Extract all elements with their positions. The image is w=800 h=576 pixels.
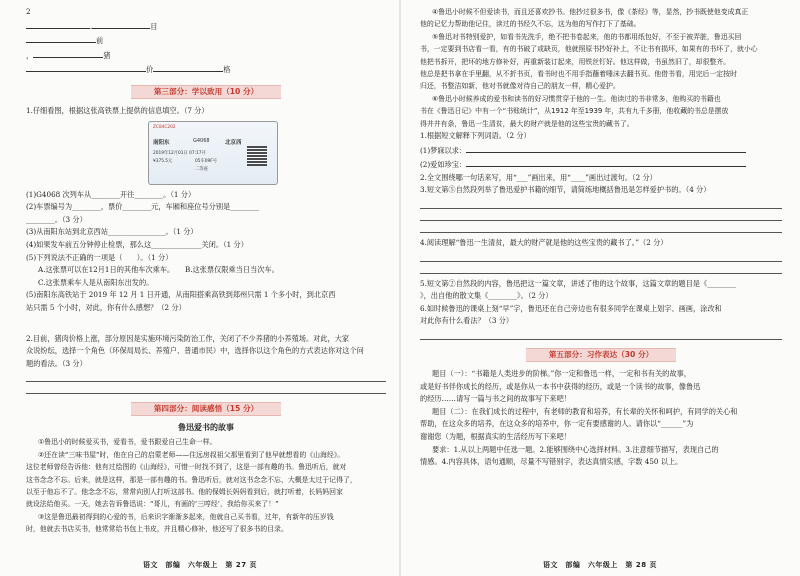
story-paragraph: 他总是把书拿在手里翻，从不折书页，看书时也不用手指蘸着唾沫去翻书页。他借书看，用完后一定按时 <box>420 70 737 79</box>
q1-item-2: (2)车票编号为________，票价________元，车厢和座位号分别是________ <box>26 202 259 212</box>
essay-prompt: 帮助，在这众多的培养，在这众多的培养中，你一定有要感谢的人。请你以“______”为 <box>420 419 694 429</box>
essay-requirements: 情感。4.内容具体，语句通顺，尽量不写错别字，表达真情实感，字数 450 以上。 <box>420 457 683 467</box>
reading-q2: 2.全文围绕哪一句话来写，用“___”画出来，用“____”画出过渡句。（2 分） <box>420 172 657 182</box>
ticket-price: ¥375.5元 <box>153 158 173 164</box>
ticket-to: 北京西 <box>225 139 242 146</box>
story-paragraph: 书在《鲁迅日记》中有一个“书账统计”，从1912 年至1939 年，共有九千多册，他收藏的书总是摆放 <box>420 107 729 116</box>
q2-prompt-3: 题的看法。（3 分） <box>26 358 87 368</box>
section-3-heading: 第三部分：学以致用（10 分） <box>131 85 281 99</box>
q2-line-2: . 目 <box>26 19 386 34</box>
q1-item-1: (1)G4068 次列车从________开往________。（1 分） <box>26 189 196 199</box>
answer-line[interactable] <box>420 209 782 221</box>
q1-option-ab: A.这张票可以在12月1日的其他车次乘车。 B.这张票仅限乘当日当次车。 <box>38 265 279 275</box>
essay-prompt: 题目（一）：“书籍是人类进步的阶梯。”你一定和鲁迅一样，一定和书有关的故事， <box>432 369 691 378</box>
page-footer: 语文 部编 六年级上 第 27 页 <box>142 561 258 569</box>
story-title: 鲁迅爱书的故事 <box>178 423 234 433</box>
reading-q4: 4.阅读理解“鲁迅一生清贫，最大的财产就是他的这些宝贵的藏书了。”（2 分） <box>420 238 668 248</box>
ticket-qr-code <box>247 146 267 166</box>
story-paragraph: ④鲁迅小时候不但爱读书，而且还喜欢抄书。他抄过很多书，像《茶经》等，显然，抄书既使他变成真正 <box>432 8 749 16</box>
q2-line-3: 前 <box>26 33 386 48</box>
answer-line[interactable] <box>26 382 386 394</box>
story-paragraph: 他的记忆力帮助他记住，读过的书经久不忘，这为他的写作打下了基础。 <box>420 20 641 29</box>
q2-line-1: 2 <box>26 7 31 16</box>
q1-item-3: (3)从南阳东站到北京西站________________。（1 分） <box>26 227 198 237</box>
answer-line[interactable] <box>420 221 782 233</box>
reading-q1: 1.根据短文解释下列词语。（2 分） <box>420 131 531 141</box>
page-footer: 语文 部编 六年级上 第 28 页 <box>542 561 658 569</box>
essay-requirements: 要求：1.从以上两题中任选一题。2.能够围绕中心选择材料。3.注意细节描写，表现自己的 <box>432 444 719 454</box>
answer-line[interactable] <box>26 370 386 382</box>
essay-prompt: 谢谢您（为题，根据真实的生活经历写下来吧！ <box>420 431 571 441</box>
reading-q5b: 》，出自他的散文集《________》。（2 分） <box>420 291 553 301</box>
story-paragraph: 得井井有条，鲁迅一生清贫，最大的财产就是他的这些宝贵的藏书了。 <box>420 119 634 128</box>
ticket-code: ZC84C202 <box>153 124 176 130</box>
story-paragraph: ⑥鲁迅小时候养成的爱书和读书的好习惯贯穿于他的一生。他读过的书非常多，他购买的书籍也 <box>432 94 721 103</box>
story-paragraph: 书，一定要到书店看一看，有的书破了或缺页，他就照原书抄好补上，不让书有损坏，如果有的书坏了，就小心 <box>420 45 758 54</box>
essay-prompt: 或是好书伴你成长的经历，或是你从一本书中获得的经历，或是一个读书的故事，像鲁迅 <box>420 381 701 391</box>
answer-line[interactable] <box>420 328 782 340</box>
story-paragraph: ⑤鲁迅对书特别爱护，如看书先洗手，绝不把书卷起来，他的书都用纸包好，不至于被弄脏，鲁迅买回 <box>432 32 742 41</box>
q1-item-2b: ________。（3 分） <box>26 214 87 224</box>
story-paragraph: ②还在读“三味书屋”时，他在自己的启蒙老师——住远房叔祖父那里看到了他早就想看的《山海经》。 <box>38 450 345 459</box>
story-paragraph: 时，他就去书店买书，他常常给书包上书皮，并且精心修补，他还写了很多书的目录。 <box>26 525 288 534</box>
q1-item-6: (5)南阳东高铁站于 2019 年 12 月 1 日开通，从南阳搭乘高铁到郑州只需 1 个多小时，到北京西 <box>26 290 336 300</box>
q2-prompt-2: 众说纷纭，选择一个角色（环保局局长、养殖户、普通市民）中，选择你以这个角色的方式表达你对这个问 <box>26 346 364 356</box>
q1-item-6b: 站只需 5 个小时，对此，你有什么感想？（2 分） <box>26 302 186 312</box>
ticket-train: G4068 <box>193 137 210 144</box>
reading-q6a: 6.如时候鲁迅的课桌上刻“早”字，鲁迅还在自己旁边也有很多同学在课桌上划字、画画，涂改和 <box>420 303 722 313</box>
q1-item-5: (5)下列说法不正确的一项是（ ）。（1 分） <box>26 252 173 262</box>
train-ticket-image <box>148 121 278 185</box>
q1-intro: 1.仔细看图，根据这张高铁票上提供的信息填空。（7 分） <box>26 105 209 115</box>
ticket-seat: 05车09F号 <box>195 158 218 164</box>
section-4-heading: 第四部分：阅读感悟（15 分） <box>131 402 281 416</box>
q2-line-4: ， 猪 <box>26 48 386 63</box>
story-paragraph: 他把书拆开，把坏的地方修补好，再重新装订起来，用铁丝钉好。他这样做，书虽然旧了，却很整齐。 <box>420 57 731 66</box>
reading-q5a: 5.短文第②自然段的内容，鲁迅把这一篇文章，讲述了他的这个故事，这篇文章的题目是《________ <box>420 278 736 288</box>
story-paragraph: ③这是鲁迅最初得到的心爱的书，后来识字渐渐多起来，他就自己买书看，过年，有新年的压岁钱 <box>38 512 334 521</box>
reading-q1a: (1)梦寐以求： <box>420 143 782 158</box>
page-28 <box>400 0 800 576</box>
story-paragraph: 这位老师曾经告诉他：他有过绘图的《山海经》，可惜一时找不到了，这是一部有趣的书。鲁迅听后，就对 <box>26 463 347 472</box>
answer-line[interactable] <box>420 250 782 262</box>
ticket-date: 2019年12月01日 07:17开 <box>153 150 206 156</box>
reading-q3: 3.短文第⑤自然段列举了鲁迅爱护书籍的细节，请简练地概括鲁迅是怎样爱护书的。（4 分） <box>420 185 711 195</box>
essay-prompt: 的经历……请写一篇与书之间的故事写下来吧！ <box>420 394 571 404</box>
answer-line[interactable] <box>420 197 782 209</box>
story-paragraph: 归还，书整洁如新，他对书就像对待自己的朋友一样，精心爱护。 <box>420 82 620 91</box>
ticket-class: 二等座 <box>195 166 208 172</box>
reading-q6b: 对此你有什么看法？（3 分） <box>420 316 514 326</box>
story-paragraph: 就设法给他买。一天，她去告诉鲁迅说：“哥儿，有画的‘三哼经’，我给你买来了！” <box>26 500 279 509</box>
q2-line-5: 价 格 <box>26 62 386 77</box>
q1-option-c: C.这张票乘车人是从南阳东出发的。 <box>38 277 154 287</box>
q1-item-4: (4)如果发车前五分钟停止检票，那么这______________关闭。（1 分） <box>26 239 248 249</box>
reading-q1b: (2)爱如珍宝： <box>420 157 782 172</box>
essay-prompt: 题目（二）：在我们成长的过程中，有老师的教育和培养，有长辈的关怀和呵护，有同学的关心和 <box>432 406 738 416</box>
ticket-from: 南阳东 <box>153 139 170 146</box>
story-paragraph: 这书念念不忘。后来，就是这样，那是一部有趣的书。鲁迅听后，就对这书念念不忘，大概是太过于记得了， <box>26 475 357 484</box>
q2-prompt-1: 2.目前，猪肉价格上涨，部分原因是实施环境污染防治工作，关闭了不少养猪的小养殖场。对此，大家 <box>26 333 350 343</box>
section-5-heading: 第五部分：习作表达（30 分） <box>526 348 676 362</box>
answer-line[interactable] <box>420 262 782 274</box>
story-paragraph: ①鲁迅小的时候爱买书，爱看书，爱书跟爱自己生命一样。 <box>38 438 217 447</box>
story-paragraph: 以至于他忘不了。他念念不忘，常常向别人打听这部书。他的保姆长妈妈看到后，就打听着，长妈妈回家 <box>26 487 343 496</box>
